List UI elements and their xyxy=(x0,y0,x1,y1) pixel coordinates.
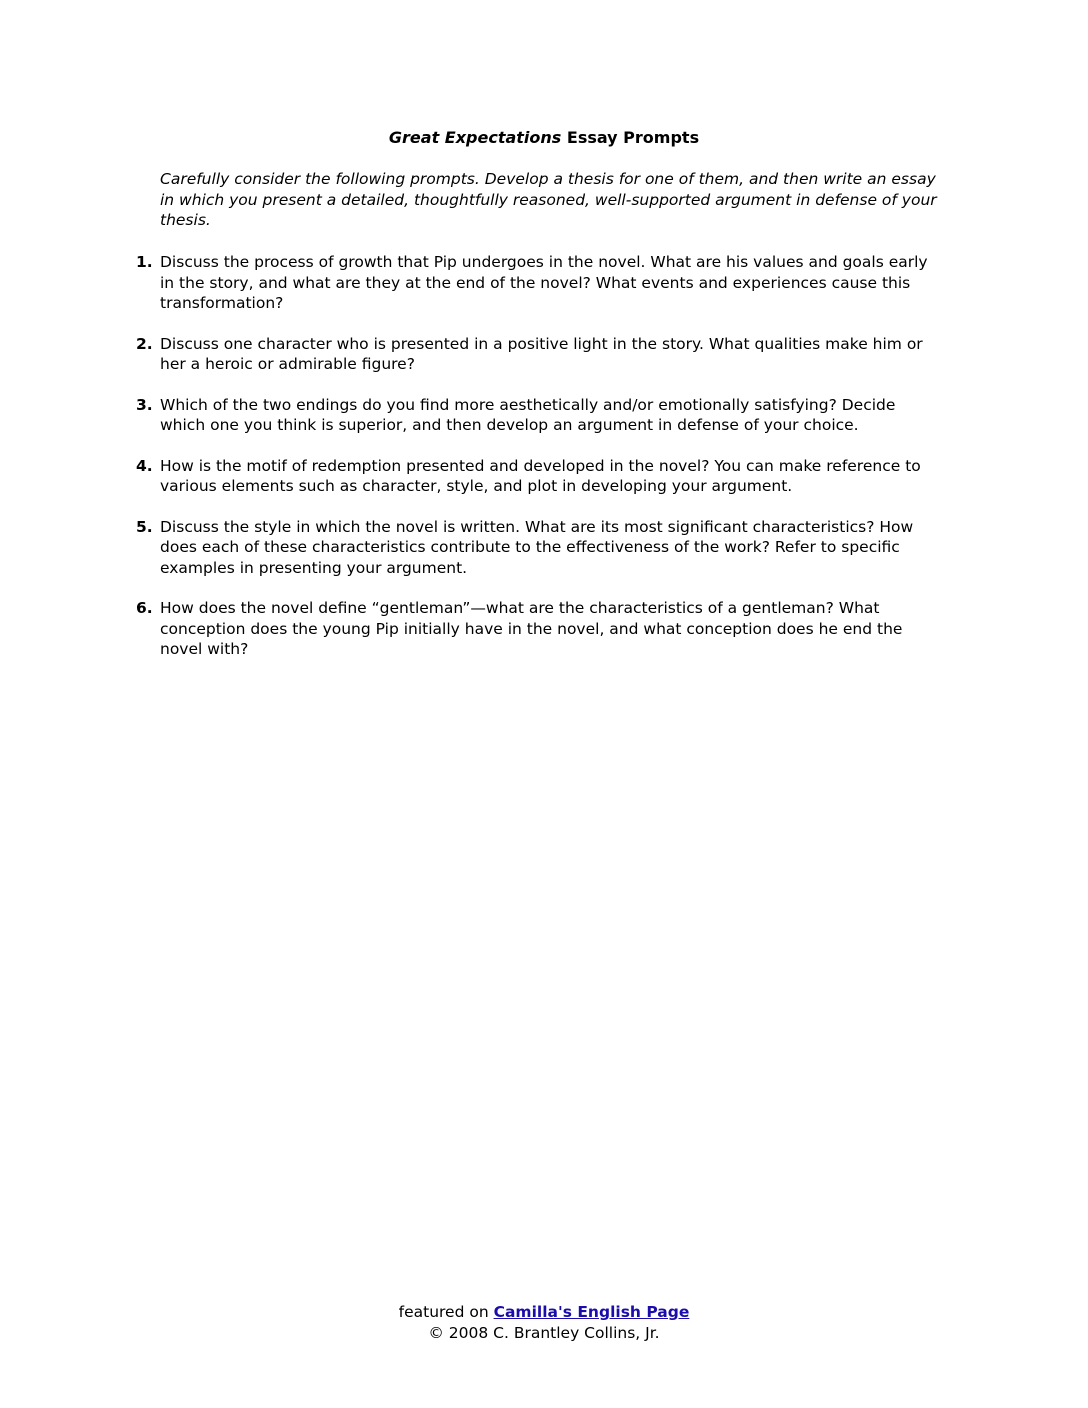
prompt-item xyxy=(136,252,936,314)
prompt-text: Discuss the style in which the novel is written. What are its most significant characteristics? How does each of these characteristics contribute to the effectiveness of the work? Refer to specific examples in presenting your argument. xyxy=(160,517,914,577)
prompt-text: Discuss the process of growth that Pip undergoes in the novel. What are his values and goals early in the story, and what are they at the end of the novel? What events and experiences cause this transformation? xyxy=(160,253,928,312)
title-book-name: Great Expectations xyxy=(388,128,562,147)
page-title xyxy=(0,128,1088,148)
prompt-item xyxy=(136,598,936,660)
featured-prefix: featured on xyxy=(398,1303,494,1321)
prompt-item xyxy=(136,456,936,497)
prompt-item xyxy=(136,395,936,436)
prompt-text: Discuss one character who is presented in a positive light in the story. What qualities make him or her a heroic or admirable figure? xyxy=(160,334,923,373)
prompt-item xyxy=(136,334,936,375)
prompt-number: 3. xyxy=(136,395,153,414)
prompt-text: How does the novel define “gentleman”—what are the characteristics of a gentleman? What conception does the young Pip initially have in the novel, and what conception does he end the novel with? xyxy=(160,599,903,658)
prompt-text: Which of the two endings do you find more aesthetically and/or emotionally satisfying? Decide which one you think is superior, and then develop an argument in defense of your choice. xyxy=(160,395,896,434)
copyright-notice: © 2008 C. Brantley Collins, Jr. xyxy=(428,1324,660,1342)
title-suffix: Essay Prompts xyxy=(561,128,700,147)
featured-line xyxy=(0,1302,1088,1323)
prompt-text: How is the motif of redemption presented and developed in the novel? You can make reference to various elements such as character, style, and plot in developing your argument. xyxy=(160,456,921,495)
prompt-number: 5. xyxy=(136,517,153,536)
prompt-number: 6. xyxy=(136,599,153,617)
prompt-item xyxy=(136,517,936,579)
prompt-number: 2. xyxy=(136,334,153,353)
prompt-number: 1. xyxy=(136,253,153,271)
prompt-list xyxy=(136,252,936,680)
page-footer xyxy=(0,1302,1088,1344)
camillas-english-page-link[interactable]: Camilla's English Page xyxy=(493,1303,690,1321)
prompt-number: 4. xyxy=(136,456,153,475)
instructions-paragraph: Carefully consider the following prompts. Develop a thesis for one of them, and then write an essay in which you present a detailed, thoughtfully reasoned, well-supported argument in defense of your thesis. xyxy=(160,170,937,229)
